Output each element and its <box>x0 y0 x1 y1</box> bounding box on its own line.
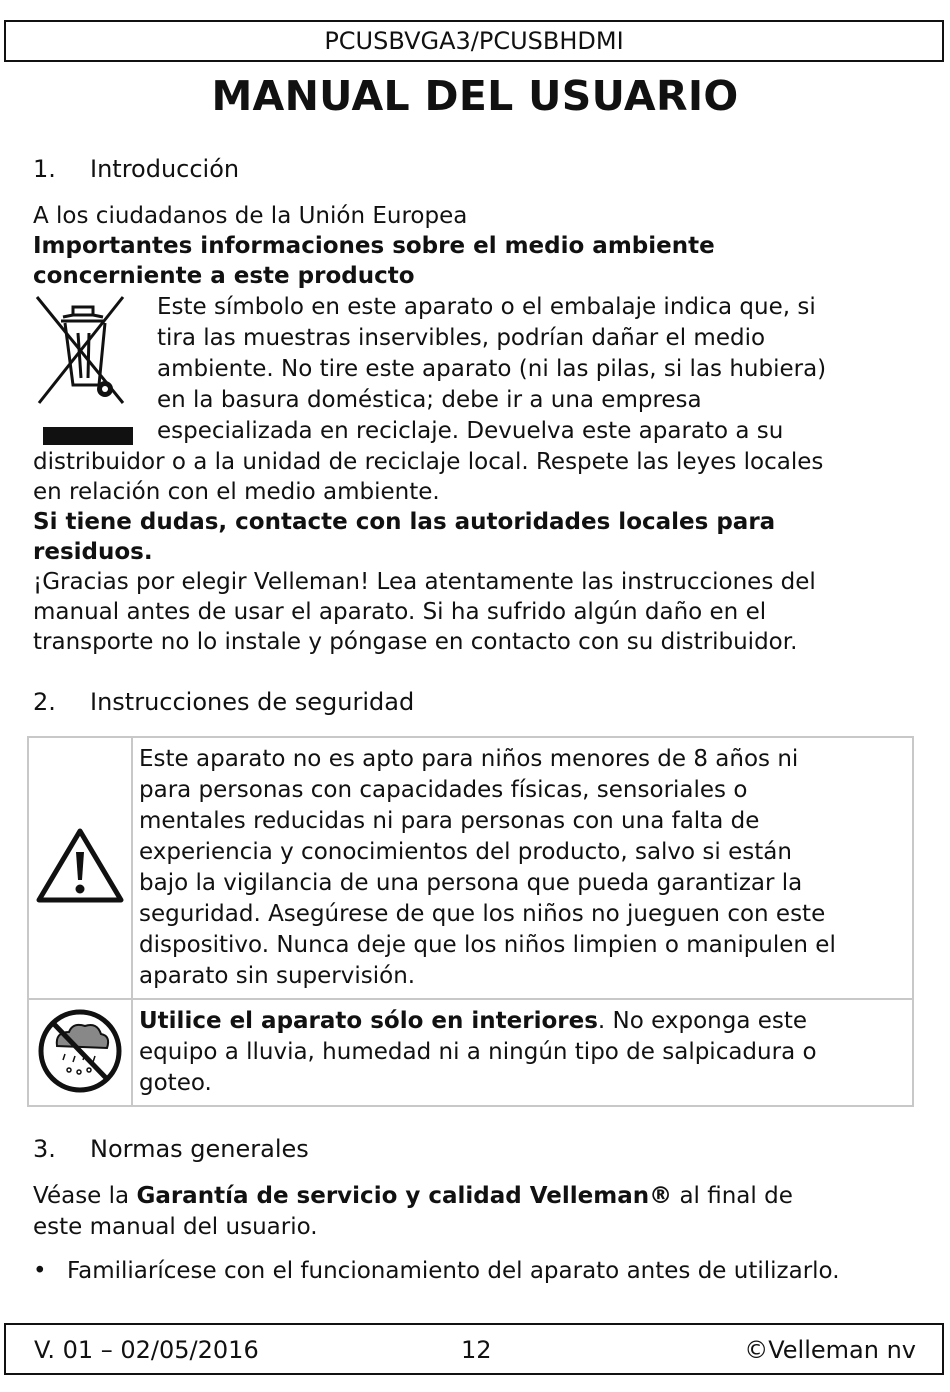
weee-continuation <box>33 447 923 657</box>
section-3-heading <box>33 1135 309 1163</box>
section-2-number: 2. <box>33 688 56 716</box>
warranty-post: al final de <box>672 1183 793 1209</box>
no-rain-icon <box>35 1006 125 1096</box>
thanks-line: ¡Gracias por elegir Velleman! Lea atentamente las instrucciones del <box>33 569 816 595</box>
warning-line: Este aparato no es apto para niños menores de 8 años ni <box>139 746 799 772</box>
warranty-line-1 <box>33 1181 913 1212</box>
warranty-reference <box>33 1181 913 1243</box>
thanks-line: transporte no lo instale y póngase en contacto con su distribuidor. <box>33 629 798 655</box>
eu-line-1: A los ciudadanos de la Unión Europea <box>33 203 468 229</box>
warning-cell <box>28 737 132 999</box>
weee-line: especializada en reciclaje. Devuelva este aparato a su <box>157 418 784 444</box>
indoor-use-text <box>132 999 913 1106</box>
page-title: MANUAL DEL USUARIO <box>211 72 739 120</box>
section-3-title: Normas generales <box>90 1135 309 1163</box>
section-3-number: 3. <box>33 1135 56 1163</box>
footer-box <box>4 1323 944 1375</box>
bullet-text: Familiarícese con el funcionamiento del aparato antes de utilizarlo. <box>67 1258 840 1284</box>
thanks-line: manual antes de usar el aparato. Si ha sufrido algún daño en el <box>33 599 767 625</box>
warning-triangle-icon <box>35 826 125 906</box>
warning-line: aparato sin supervisión. <box>139 963 416 989</box>
eu-notice <box>33 201 913 291</box>
indoor-line-3: goteo. <box>139 1070 212 1096</box>
warning-line: bajo la vigilancia de una persona que pueda garantizar la <box>139 870 803 896</box>
safety-row-children <box>28 737 913 999</box>
weee-description <box>157 292 917 447</box>
warning-line: experiencia y conocimientos del producto, salvo si están <box>139 839 792 865</box>
warranty-pre: Véase la <box>33 1183 137 1209</box>
weee-cont-line: en relación con el medio ambiente. <box>33 479 440 505</box>
header-box <box>4 20 944 62</box>
bullet-item <box>33 1256 840 1287</box>
eu-line-3: concerniente a este producto <box>33 263 415 289</box>
doubts-line: residuos. <box>33 539 153 565</box>
weee-line: Este símbolo en este aparato o el embalaje indica que, si <box>157 294 816 320</box>
weee-cont-line: distribuidor o a la unidad de reciclaje local. Respete las leyes locales <box>33 449 824 475</box>
safety-table <box>27 736 914 1107</box>
warranty-bold: Garantía de servicio y calidad Velleman® <box>136 1183 673 1209</box>
safety-row-indoor <box>28 999 913 1106</box>
children-warning-text <box>132 737 913 999</box>
weee-bin-icon <box>33 293 133 448</box>
weee-line: tira las muestras inservibles, podrían dañar el medio <box>157 325 766 351</box>
bullet-dot: • <box>33 1258 47 1284</box>
header-model: PCUSBVGA3/PCUSBHDMI <box>324 27 624 55</box>
warning-line: dispositivo. Nunca deje que los niños limpien o manipulen el <box>139 932 836 958</box>
indoor-line-1 <box>139 1006 906 1037</box>
warning-line: seguridad. Asegúrese de que los niños no jueguen con este <box>139 901 826 927</box>
no-rain-cell <box>28 999 132 1106</box>
section-1-heading <box>33 155 239 183</box>
section-2-title: Instrucciones de seguridad <box>90 688 415 716</box>
doubts-line: Si tiene dudas, contacte con las autoridades locales para <box>33 509 776 535</box>
footer-version: V. 01 – 02/05/2016 <box>34 1336 259 1364</box>
weee-line: en la basura doméstica; debe ir a una empresa <box>157 387 702 413</box>
eu-line-2: Importantes informaciones sobre el medio ambiente <box>33 233 715 259</box>
indoor-rest: . No exponga este <box>597 1008 808 1034</box>
warning-line: mentales reducidas ni para personas con una falta de <box>139 808 760 834</box>
section-1-number: 1. <box>33 155 56 183</box>
indoor-line-2: equipo a lluvia, humedad ni a ningún tipo de salpicadura o <box>139 1039 817 1065</box>
weee-line: ambiente. No tire este aparato (ni las pilas, si las hubiera) <box>157 356 827 382</box>
footer-page-number: 12 <box>461 1336 492 1364</box>
footer-copyright: ©Velleman nv <box>744 1336 916 1364</box>
indoor-bold: Utilice el aparato sólo en interiores <box>139 1008 598 1034</box>
warranty-line-2: este manual del usuario. <box>33 1214 318 1240</box>
section-1-title: Introducción <box>90 155 240 183</box>
section-2-heading <box>33 688 414 716</box>
warning-line: para personas con capacidades físicas, sensoriales o <box>139 777 748 803</box>
